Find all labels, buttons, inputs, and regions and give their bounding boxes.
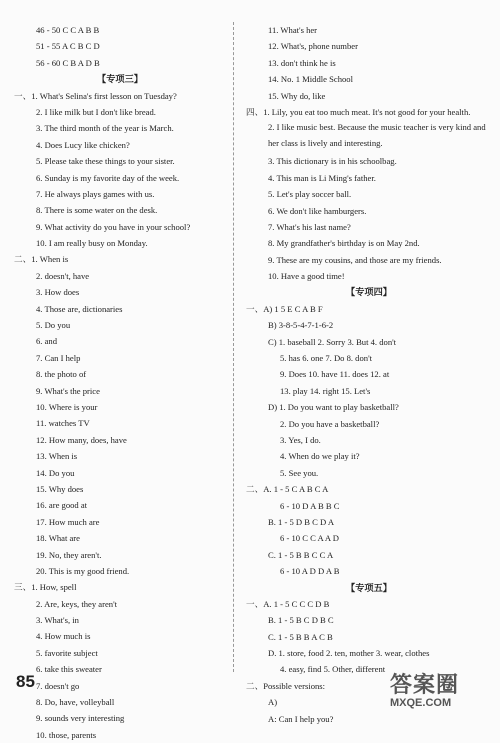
page-number: 85 (16, 672, 35, 691)
answer-line: 5. Let's play soccer ball. (268, 189, 352, 200)
left-column (14, 22, 226, 743)
watermark-text: 答案圈 (390, 673, 460, 698)
answer-line: B) 3-8-5-4-7-1-6-2 (268, 320, 334, 331)
answer-line: 3. This dictionary is in his schoolbag. (268, 156, 397, 167)
answer-line: 10. I am really busy on Monday. (36, 238, 148, 249)
answer-line: C) 1. baseball 2. Sorry 3. But 4. don't (268, 336, 397, 347)
answer-line: 18. What are (36, 533, 80, 544)
answer-line: 17. How much are (36, 516, 100, 527)
answer-line: 19. No, they aren't. (36, 549, 102, 560)
answer-line: 6. Sunday is my favorite day of the week. (36, 172, 180, 183)
answer-line: 9. What activity do you have in your school? (36, 221, 191, 232)
answer-line: 三、1. How, spell (14, 582, 77, 593)
answer-line: C. 1 - 5 B B A C B (268, 631, 333, 642)
answer-line: 二、A. 1 - 5 C A B C A (246, 484, 329, 495)
answer-line: 8. My grandfather's birthday is on May 2nd. (268, 238, 420, 249)
answer-line: 20. This is my good friend. (36, 565, 130, 576)
answer-line: 3. Yes, I do. (280, 434, 321, 445)
answer-line: 6. take this sweater (36, 664, 102, 675)
answer-line: 9. sounds very interesting (36, 713, 125, 724)
answer-line: 5. See you. (280, 467, 319, 478)
answer-line: 10. Have a good time! (268, 271, 345, 282)
section-heading: 【专项四】 (346, 287, 392, 298)
answer-line: 13. When is (36, 451, 78, 462)
answer-line: B. 1 - 5 D B C D A (268, 516, 335, 527)
answer-line: 7. He always plays games with us. (36, 188, 155, 199)
answer-line: 51 - 55 A C B C D (36, 41, 100, 52)
answer-line: 9. What's the price (36, 385, 100, 396)
answer-line: 56 - 60 C B A D B (36, 57, 100, 68)
answer-line: 7. doesn't go (36, 680, 80, 691)
answer-line: 3. The third month of the year is March. (36, 123, 174, 134)
column-divider (233, 22, 234, 672)
answer-line: D) 1. Do you want to play basketball? (268, 402, 399, 413)
answer-line: 4. This man is Li Ming's father. (268, 172, 376, 183)
answer-line: 4. When do we play it? (280, 451, 360, 462)
answer-line: 15. Why does (36, 483, 84, 494)
answer-line: 12. How many, does, have (36, 434, 127, 445)
answer-line: 5. Do you (36, 320, 71, 331)
answer-line: 15. Why do, like (268, 90, 326, 101)
answer-line: 9. Does 10. have 11. does 12. at (280, 369, 390, 380)
answer-line: 14. Do you (36, 467, 75, 478)
answer-line: 四、1. Lily, you eat too much meat. It's not good for your health. (246, 106, 471, 117)
answer-line: 12. What's, phone number (268, 41, 358, 52)
watermark-url: MXQE.COM (390, 697, 452, 709)
answer-line: A: Can I help you? (268, 713, 334, 724)
answer-line: 2. I like milk but I don't like bread. (36, 106, 156, 117)
answer-line: 2. Are, keys, they aren't (36, 598, 118, 609)
answer-line: 7. What's his last name? (268, 221, 351, 232)
answer-line: 16. are good at (36, 500, 88, 511)
answer-line: 6. We don't like hamburgers. (268, 205, 367, 216)
answer-line: 5. Please take these things to your sister. (36, 156, 175, 167)
answer-line: 6 - 10 C C A A D (280, 533, 339, 544)
answer-line: 10. those, parents (36, 729, 97, 740)
answer-line: 8. There is some water on the desk. (36, 205, 158, 216)
answer-line: 3. What's, in (36, 615, 79, 626)
answer-line: 6 - 10 A D D A B (280, 566, 340, 577)
answer-line: 6. and (36, 336, 58, 347)
section-heading: 【专项三】 (97, 74, 143, 85)
answer-line: 13. don't think he is (268, 57, 336, 68)
right-column (246, 22, 492, 727)
answer-line: 13. play 14. right 15. Let's (280, 385, 371, 396)
answer-line: 8. the photo of (36, 369, 87, 380)
section-heading: 【专项五】 (346, 582, 392, 593)
answer-line: 2. I like music best. Because the music teacher is very kind and her class is lively and interesting. (268, 122, 486, 148)
answer-line: 14. No. 1 Middle School (268, 74, 353, 85)
answer-line: 7. Can I help (36, 352, 81, 363)
watermark-logo (390, 668, 490, 710)
answer-line: 6 - 10 D A B B C (280, 500, 340, 511)
answer-line: 一、1. What's Selina's first lesson on Tuesday? (14, 90, 177, 101)
answer-line: C. 1 - 5 B B C C A (268, 549, 334, 560)
answer-line: 一、A) 1 5 E C A B F (246, 303, 323, 314)
answer-line: 一、A. 1 - 5 C C C D B (246, 598, 330, 609)
answer-line: B. 1 - 5 B C D B C (268, 615, 334, 626)
answer-line: 46 - 50 C C A B B (36, 25, 100, 35)
answer-line: 4. Those are, dictionaries (36, 303, 123, 314)
answer-line: 5. has 6. one 7. Do 8. don't (280, 353, 373, 364)
answer-line: A) (268, 697, 278, 708)
answer-line: D. 1. store, food 2. ten, mother 3. wear, clothes (268, 648, 430, 659)
answer-line: 2. doesn't, have (36, 270, 90, 281)
answer-line: 8. Do, have, volleyball (36, 697, 115, 708)
answer-line: 4. How much is (36, 631, 91, 642)
answer-line: 11. What's her (268, 25, 318, 35)
answer-line: 5. favorite subject (36, 647, 98, 658)
answer-line: 4. Does Lucy like chicken? (36, 139, 130, 150)
answer-line: 11. watches TV (36, 418, 90, 429)
answer-line: 二、Possible versions: (246, 680, 326, 691)
answer-line: 2. Do you have a basketball? (280, 418, 380, 429)
answer-line: 3. How does (36, 287, 80, 298)
answer-line: 二、1. When is (14, 254, 69, 265)
answer-line: 4. easy, find 5. Other, different (280, 664, 386, 675)
answer-line: 9. These are my cousins, and those are my friends. (268, 254, 442, 265)
answer-line: 10. Where is your (36, 401, 98, 412)
